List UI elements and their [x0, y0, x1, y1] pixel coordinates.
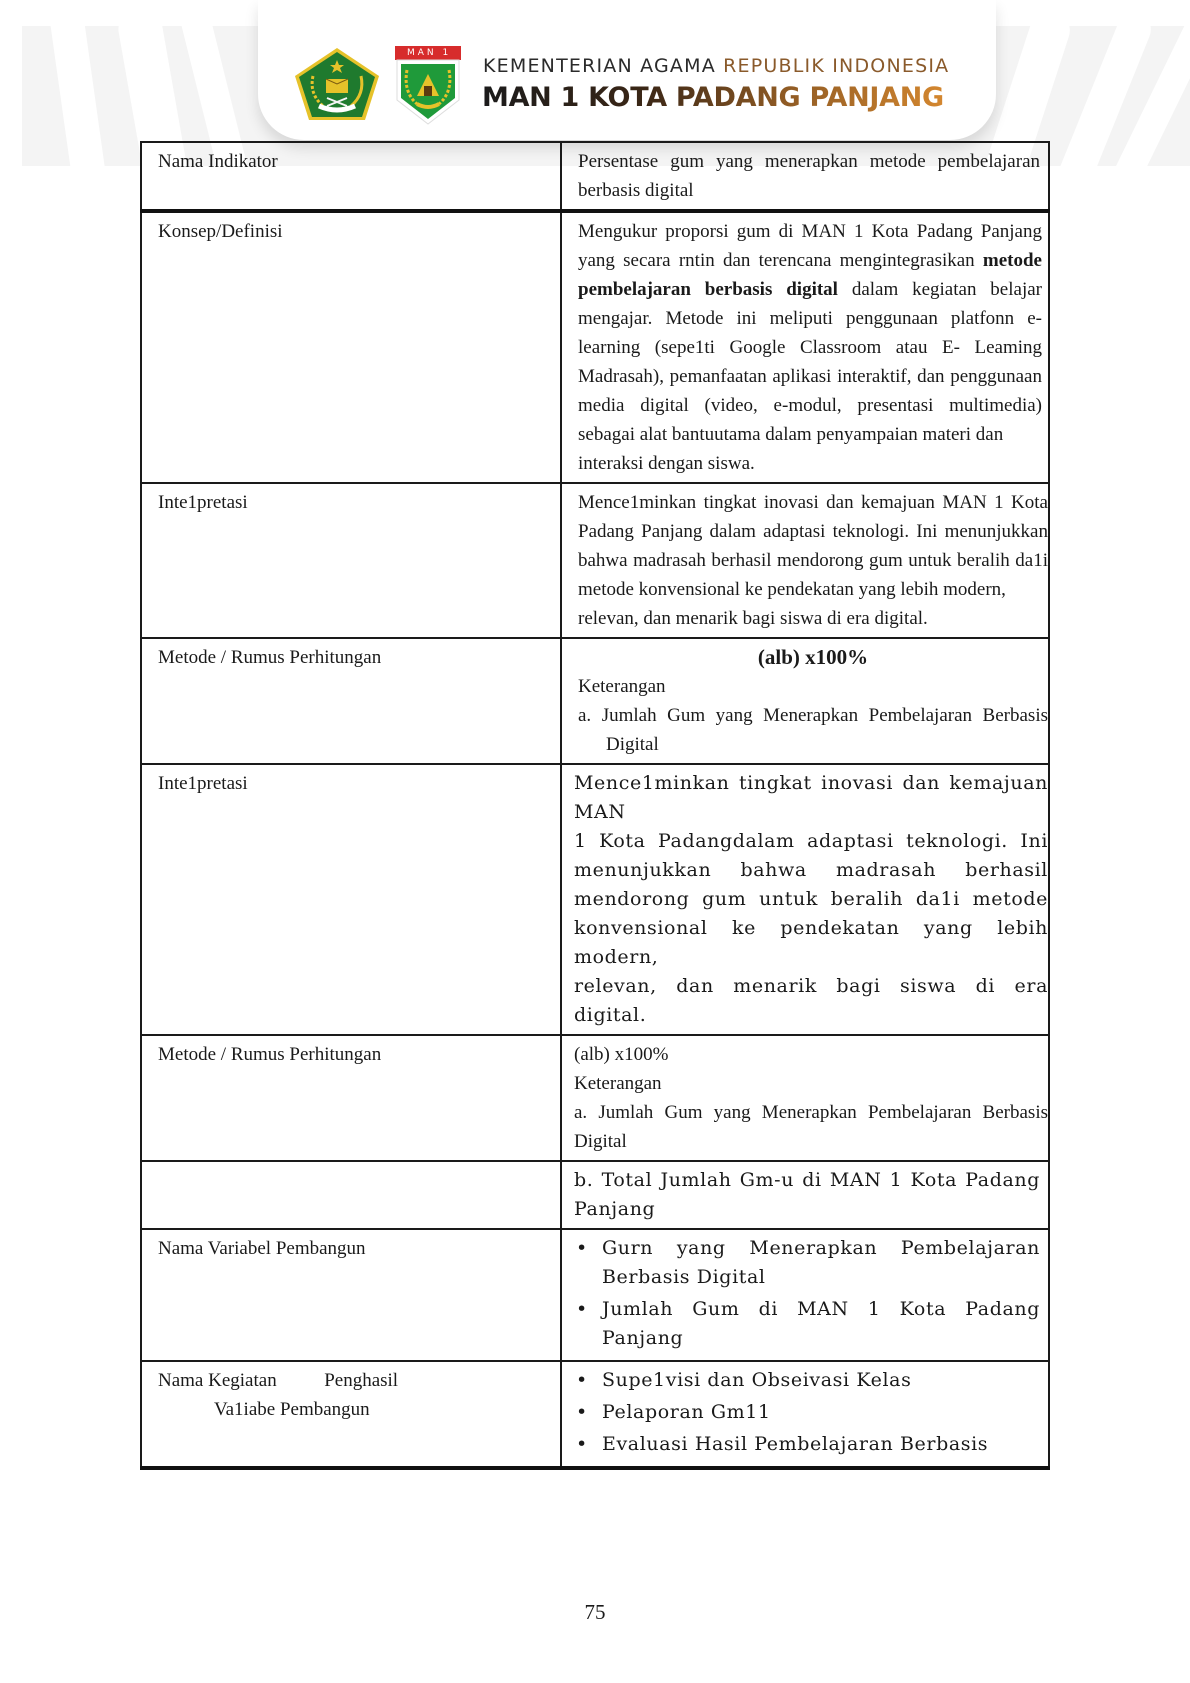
ministry-name-part1: KEMENTERIAN AGAMA [483, 55, 724, 77]
table-row [141, 142, 1049, 211]
interpretation-text: 1 Kota Padangdalam adaptasi teknologi. Ini menunjukkan bahwa madrasah berhasil mendorong gum untuk beralih da1i metode konvensional ke pendekatan yang lebih modern, [574, 830, 1048, 968]
list-item: • Evaluasi Hasil Pembelajaran Berbasis [602, 1430, 1040, 1459]
row-label: Metode / Rumus Perhitungan [141, 1035, 561, 1161]
row-value [561, 764, 1049, 1035]
row-label: Nama Variabel Pembangun [141, 1229, 561, 1361]
formula: (alb) x100% [574, 1044, 669, 1065]
row-label: Inte1pretasi [141, 483, 561, 638]
row-label [141, 1361, 561, 1468]
ministry-name-part2: REPUBLIK INDONESIA [723, 55, 950, 77]
table-row [141, 764, 1049, 1035]
man1-emblem [393, 46, 463, 126]
school-name: MAN 1 KOTA PADANG PANJANG [482, 82, 944, 113]
row-label: Inte1pretasi [141, 764, 561, 1035]
list-item: • Gurn yang Menerapkan Pembelajaran Berbasis Digital [602, 1234, 1040, 1292]
man1-emblem-label: MAN 1 [407, 48, 452, 58]
interpretation-text-first: Mence1minkan tingkat inovasi dan kemajuan MAN [574, 772, 1048, 823]
keterangan-label: Keterangan [574, 1073, 662, 1094]
list-item: • Jumlah Gum di MAN 1 Kota Padang Panjang [602, 1295, 1040, 1353]
keterangan-item-a: a. Jumlah Gum yang Menerapkan Pembelajaran Berbasis Digital [574, 1102, 1048, 1152]
page-number: 75 [584, 1600, 606, 1624]
list-item: • Supe1visi dan Obseivasi Kelas [602, 1366, 1040, 1395]
table-row [141, 638, 1049, 764]
row-value [561, 142, 1049, 211]
interpretation-text: Mence1minkan tingkat inovasi dan kemajuan MAN 1 Kota Padang Panjang dalam adaptasi teknologi. Ini menunjukkan bahwa madrasah berhasil mendorong gum untuk beralih da1i metode konvensional ke pendekatan yang lebih modern, [578, 492, 1048, 600]
table-row [141, 1229, 1049, 1361]
variable-list [574, 1234, 1040, 1353]
row-value [561, 638, 1049, 764]
definition-text-post: dalam kegiatan belajar mengajar. Metode ini meliputi penggunaan platfonn e- learning (sepe1ti Google Classroom atau E- Leaming Madrasah), pemanfaatan aplikasi interaktif, dan penggunaan media digital (video, e-modul, presentasi multimedia) sebagai alat bantuutama dalam penyampaian materi dan [578, 279, 1042, 445]
row-value [561, 1229, 1049, 1361]
keterangan-item-a: a. Jumlah Gum yang Menerapkan Pembelajaran Berbasis Digital [578, 705, 1048, 755]
keterangan-item-b: b. Total Jumlah Gm-u di MAN 1 Kota Padang Panjang [574, 1169, 1040, 1220]
indicator-table [140, 141, 1050, 1470]
definition-text-last: interaksi dengan siswa. [578, 453, 755, 474]
row-value [561, 1161, 1049, 1229]
row-label [141, 1161, 561, 1229]
table-row [141, 1035, 1049, 1161]
formula: (alb) x100% [757, 645, 869, 669]
interpretation-text-last: relevan, dan menarik bagi siswa di era digital. [574, 975, 1048, 1026]
row-label: Metode / Rumus Perhitungan [141, 638, 561, 764]
row-value [561, 1035, 1049, 1161]
row-label-line1: Nama Kegiatan Penghasil [158, 1370, 399, 1391]
row-label: Nama Indikator [141, 142, 561, 211]
table-row [141, 1161, 1049, 1229]
keterangan-label: Keterangan [578, 676, 666, 697]
list-item: • Pelaporan Gm11 [602, 1398, 1040, 1427]
row-label: Konsep/Definisi [141, 211, 561, 483]
indicator-name: Persentase gum yang menerapkan metode pembelajaran berbasis digital [578, 151, 1040, 201]
activity-list [574, 1366, 1040, 1459]
table-row [141, 211, 1049, 483]
table-row [141, 483, 1049, 638]
kemenag-emblem-icon [293, 46, 381, 122]
row-value [561, 211, 1049, 483]
row-value [561, 1361, 1049, 1468]
ministry-name [483, 55, 949, 77]
row-value [561, 483, 1049, 638]
interpretation-text-last: relevan, dan menarik bagi siswa di era digital. [578, 608, 928, 629]
table-row [141, 1361, 1049, 1468]
row-label-line2: Va1iabe Pembangun [214, 1399, 370, 1420]
definition-text [578, 217, 1042, 449]
definition-text-bold: metode pembelajaran berbasis digital [578, 250, 1042, 300]
definition-text-pre: Mengukur proporsi gum di MAN 1 Kota Padang Panjang yang secara rntin dan terencana mengintegrasikan [578, 221, 1042, 271]
